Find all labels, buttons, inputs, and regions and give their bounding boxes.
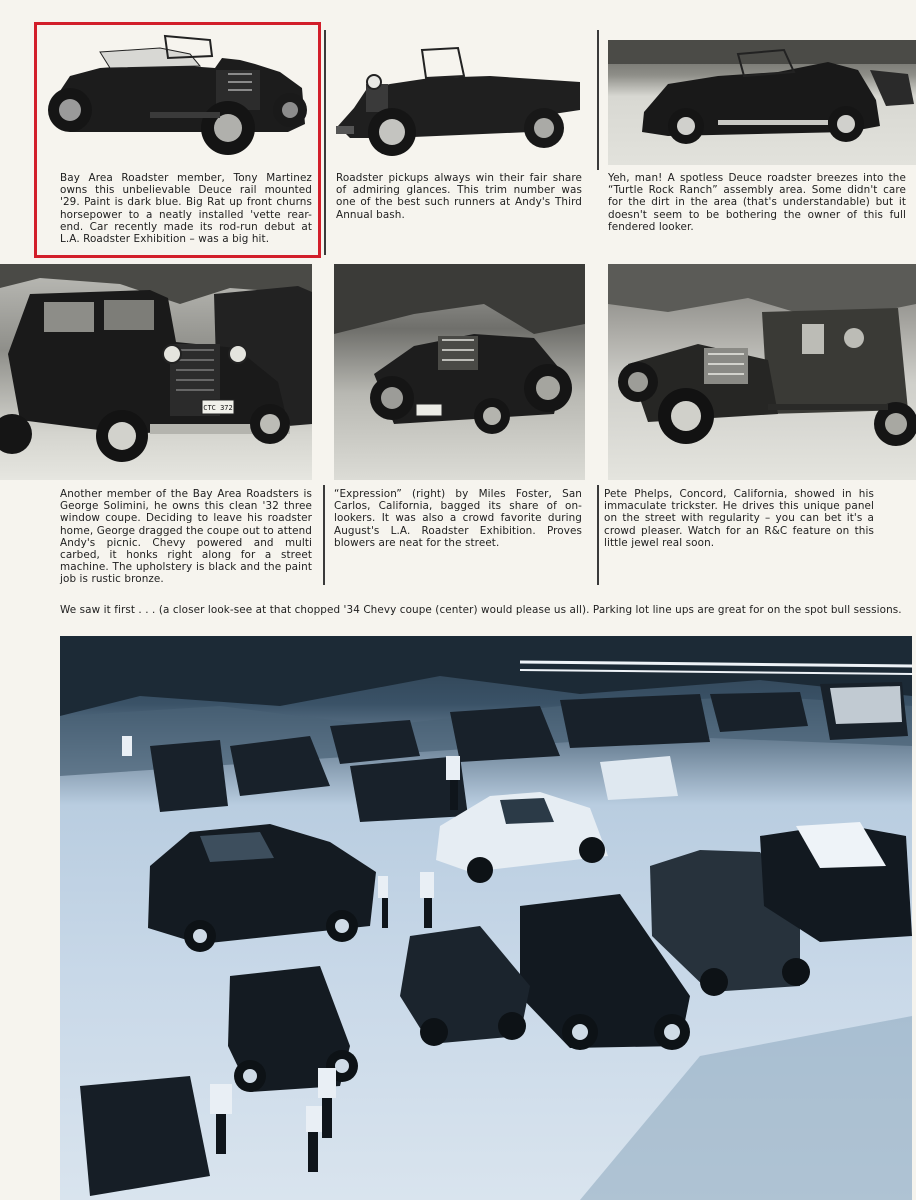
column-divider-3 (323, 485, 325, 585)
caption-parking-lot: We saw it first . . . (a closer look-see at that chopped '34 Chevy coupe (center) would please us all). Parking lot line ups are great for on the spot bull sessions. (60, 604, 902, 616)
photo-roadster-pickup (330, 28, 582, 163)
column-divider-2 (597, 30, 599, 170)
caption-roadster-pickup: Roadster pickups always win their fair share of admiring glances. This trim number was one of the best such runners at Andy's Third Annual bash. (336, 172, 582, 221)
photo-parking-lot-lineup (60, 636, 912, 1200)
license-plate: CTC 372 (203, 404, 233, 412)
caption-deuce-roadster: Yeh, man! A spotless Deuce roadster breezes into the “Turtle Rock Ranch” assembly area. Some didn't care for the dirt in the area (that's understandable) but it doesn't seem to be bothering the owner of this full fendered looker. (608, 172, 906, 233)
caption-32-coupe: Another member of the Bay Area Roadsters is George Solimini, he owns this clean '32 three window coupe. Deciding to leave his roadster home, George dragged the coupe out to attend Andy's picnic. Chevy powered and multi carbed, it honks right along for a street machine. The upholstery is black and the paint job is rustic bronze. (60, 488, 312, 586)
highlight-box (34, 22, 321, 258)
column-divider-1 (324, 30, 326, 255)
photo-trickster-panel (608, 264, 916, 480)
photo-32-coupe (0, 264, 312, 480)
column-divider-4 (597, 485, 599, 585)
caption-29-roadster: Bay Area Roadster member, Tony Martinez owns this unbelievable Deuce rail mounted '29. Paint is dark blue. Big Rat up front churns horsepower to a neatly installed 'vette rear-end. Car recently made its rod-run debut at L.A. Roadster Exhibition – was a big hit. (60, 172, 312, 246)
photo-expression-t-bucket (334, 264, 585, 480)
photo-deuce-roadster (608, 40, 916, 165)
caption-expression: “Expression” (right) by Miles Foster, San Carlos, California, bagged its share of on-lookers. It was also a crowd favorite during August's L.A. Roadster Exhibition. Proves blowers are neat for the street. (334, 488, 582, 549)
caption-trickster: Pete Phelps, Concord, California, showed in his immaculate trickster. He drives this unique panel on the street with regularity – you can bet it's a crowd pleaser. Watch for an R&C feature on this little jewel real soon. (604, 488, 874, 549)
